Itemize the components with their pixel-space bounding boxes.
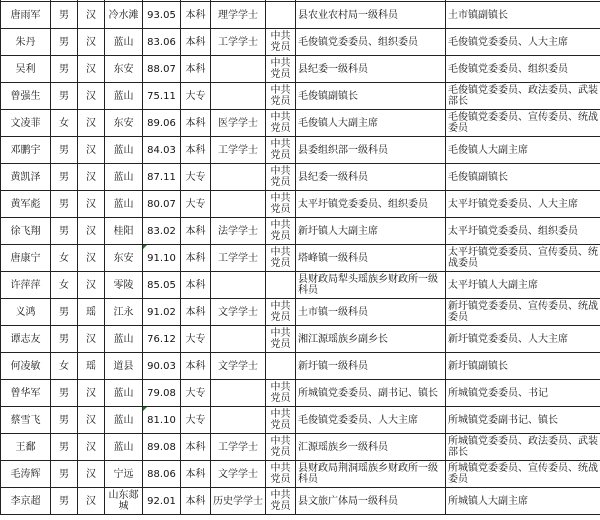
cell-degree xyxy=(211,164,266,191)
cell-degree: 工学学士 xyxy=(211,29,266,56)
cell-ethnicity: 汉 xyxy=(78,56,105,83)
cell-name: 唐康宁 xyxy=(1,245,51,272)
table-row xyxy=(1,353,600,380)
cell-name: 黄凯泽 xyxy=(1,164,51,191)
cell-party: 中共党员 xyxy=(266,461,296,488)
table-row xyxy=(1,245,600,272)
cell-gender: 男 xyxy=(51,407,78,434)
cell-party: 中共党员 xyxy=(266,326,296,353)
cell-birthplace: 蓝山 xyxy=(105,407,143,434)
cell-former-post: 毛俊镇党委委员、组织委员 xyxy=(296,29,446,56)
cell-current-post: 毛俊镇人大副主席 xyxy=(446,137,600,164)
cell-education: 本科 xyxy=(181,56,211,83)
cell-current-post: 新圩镇党委委员、宣传委员、统战委员 xyxy=(446,299,600,326)
cell-party: 中共党员 xyxy=(266,191,296,218)
cell-name: 徐飞翔 xyxy=(1,218,51,245)
cell-education: 本科 xyxy=(181,29,211,56)
cell-degree xyxy=(211,56,266,83)
table-row xyxy=(1,164,600,191)
cell-degree: 工学学士 xyxy=(211,137,266,164)
cell-former-post: 毛俊镇党委委员、人大主席 xyxy=(296,407,446,434)
cell-ethnicity: 汉 xyxy=(78,380,105,407)
cell-party: 中共党员 xyxy=(266,56,296,83)
cell-former-post: 县纪委一级科员 xyxy=(296,56,446,83)
cell-education: 大专 xyxy=(181,326,211,353)
table-row xyxy=(1,488,600,515)
cell-education: 大专 xyxy=(181,380,211,407)
cell-name: 李京超 xyxy=(1,488,51,515)
cell-current-post: 太平圩镇人大副主席 xyxy=(446,272,600,299)
cell-party: 中共党员 xyxy=(266,29,296,56)
cell-degree: 工学学士 xyxy=(211,245,266,272)
cell-party: 中共党员 xyxy=(266,110,296,137)
table-row xyxy=(1,56,600,83)
cell-party xyxy=(266,2,296,29)
cell-degree xyxy=(211,380,266,407)
cell-ethnicity: 瑶 xyxy=(78,299,105,326)
cell-education: 本科 xyxy=(181,110,211,137)
table-row xyxy=(1,326,600,353)
cell-degree xyxy=(211,191,266,218)
cell-party: 中共党员 xyxy=(266,299,296,326)
cell-birthplace: 蓝山 xyxy=(105,29,143,56)
cell-party xyxy=(266,272,296,299)
cell-education: 本科 xyxy=(181,488,211,515)
cell-current-post: 所城镇人大副主席 xyxy=(446,488,600,515)
cell-name: 曾华军 xyxy=(1,380,51,407)
table-row xyxy=(1,137,600,164)
cell-party: 中共党员 xyxy=(266,245,296,272)
cell-party xyxy=(266,353,296,380)
cell-gender: 男 xyxy=(51,488,78,515)
cell-ethnicity: 汉 xyxy=(78,488,105,515)
cell-former-post: 县财政局荆洞瑶族乡财政所一级科员 xyxy=(296,461,446,488)
cell-party: 中共党员 xyxy=(266,83,296,110)
cell-party: 中共党员 xyxy=(266,164,296,191)
cell-degree xyxy=(211,326,266,353)
cell-former-post: 县纪委一级科员 xyxy=(296,164,446,191)
cell-gender: 女 xyxy=(51,272,78,299)
table-row xyxy=(1,407,600,434)
cell-degree: 理学学士 xyxy=(211,2,266,29)
cell-birth: 88.06 xyxy=(143,461,181,488)
cell-education: 大专 xyxy=(181,407,211,434)
cell-birth: 75.11 xyxy=(143,83,181,110)
cell-birthplace: 道县 xyxy=(105,353,143,380)
cell-education: 本科 xyxy=(181,461,211,488)
cell-birth: 88.07 xyxy=(143,56,181,83)
cell-gender: 男 xyxy=(51,326,78,353)
table-row xyxy=(1,434,600,461)
cell-party: 中共党员 xyxy=(266,380,296,407)
cell-name: 谭志友 xyxy=(1,326,51,353)
cell-current-post: 所城镇党委委员、书记 xyxy=(446,380,600,407)
cell-degree: 工学学士 xyxy=(211,434,266,461)
table-row xyxy=(1,191,600,218)
cell-current-post: 所城镇党委委员、政法委员、武装部长 xyxy=(446,434,600,461)
cell-degree: 文学学士 xyxy=(211,353,266,380)
cell-birth: 89.06 xyxy=(143,110,181,137)
cell-birthplace: 冷水滩 xyxy=(105,2,143,29)
cell-ethnicity: 汉 xyxy=(78,110,105,137)
cell-birthplace: 东安 xyxy=(105,56,143,83)
cell-party: 中共党员 xyxy=(266,218,296,245)
cell-gender: 男 xyxy=(51,56,78,83)
table-row xyxy=(1,29,600,56)
cell-current-post: 新圩镇党委委员、人大主席 xyxy=(446,326,600,353)
cell-ethnicity: 汉 xyxy=(78,218,105,245)
cell-name: 黄军彪 xyxy=(1,191,51,218)
cell-degree: 历史学学士 xyxy=(211,488,266,515)
cell-former-post: 土市镇一级科员 xyxy=(296,299,446,326)
cell-former-post: 塔峰镇一级科员 xyxy=(296,245,446,272)
cell-birthplace: 江永 xyxy=(105,299,143,326)
cell-birth: 79.08 xyxy=(143,380,181,407)
cell-gender: 男 xyxy=(51,29,78,56)
cell-name: 毛涛辉 xyxy=(1,461,51,488)
cell-ethnicity: 汉 xyxy=(78,434,105,461)
cell-education: 本科 xyxy=(181,218,211,245)
cell-former-post: 毛俊镇副镇长 xyxy=(296,83,446,110)
cell-birthplace: 蓝山 xyxy=(105,83,143,110)
cell-name: 吴利 xyxy=(1,56,51,83)
cell-ethnicity: 汉 xyxy=(78,461,105,488)
cell-gender: 男 xyxy=(51,461,78,488)
cell-current-post: 所城镇党委委员、宣传委员、统战委员 xyxy=(446,461,600,488)
table-row xyxy=(1,380,600,407)
cell-ethnicity: 汉 xyxy=(78,272,105,299)
cell-birthplace: 蓝山 xyxy=(105,380,143,407)
cell-current-post: 毛俊镇党委委员、政法委员、武装部长 xyxy=(446,83,600,110)
cell-current-post: 太平圩镇党委委员、宣传委员、统战委员 xyxy=(446,245,600,272)
cell-education: 本科 xyxy=(181,434,211,461)
cell-ethnicity: 瑶 xyxy=(78,353,105,380)
cell-current-post: 毛俊镇党委委员、宣传委员、统战委员 xyxy=(446,110,600,137)
cell-birth: 76.12 xyxy=(143,326,181,353)
cell-ethnicity: 汉 xyxy=(78,164,105,191)
cell-degree: 文学学士 xyxy=(211,299,266,326)
cell-birth: 84.03 xyxy=(143,137,181,164)
table-row xyxy=(1,461,600,488)
cell-name: 曾强生 xyxy=(1,83,51,110)
cell-birth: 90.03 xyxy=(143,353,181,380)
cell-gender: 男 xyxy=(51,299,78,326)
cell-gender: 男 xyxy=(51,218,78,245)
cell-birthplace: 蓝山 xyxy=(105,137,143,164)
cell-birth: 92.01 xyxy=(143,488,181,515)
cell-gender: 男 xyxy=(51,380,78,407)
cell-birth: 87.11 xyxy=(143,164,181,191)
cell-education: 大专 xyxy=(181,83,211,110)
cell-former-post: 县财政局犁头瑶族乡财政所一级科员 xyxy=(296,272,446,299)
cell-degree xyxy=(211,407,266,434)
cell-former-post: 新圩镇一级科员 xyxy=(296,353,446,380)
cell-party: 中共党员 xyxy=(266,137,296,164)
cell-name: 王鄱 xyxy=(1,434,51,461)
cell-birth: 80.07 xyxy=(143,191,181,218)
cell-degree: 医学学士 xyxy=(211,110,266,137)
cell-ethnicity: 汉 xyxy=(78,326,105,353)
cell-birthplace: 东安 xyxy=(105,110,143,137)
cell-current-post: 土市镇副镇长 xyxy=(446,2,600,29)
cell-degree: 法学学士 xyxy=(211,218,266,245)
cell-current-post: 新圩镇副镇长 xyxy=(446,353,600,380)
cell-birthplace: 蓝山 xyxy=(105,326,143,353)
cell-name: 义鸿 xyxy=(1,299,51,326)
cell-current-post: 毛俊镇党委委员、人大主席 xyxy=(446,29,600,56)
cell-gender: 女 xyxy=(51,110,78,137)
cell-name: 何凌敏 xyxy=(1,353,51,380)
cell-birth: 85.05 xyxy=(143,272,181,299)
cell-birthplace: 东安 xyxy=(105,245,143,272)
cell-degree: 文学学士 xyxy=(211,461,266,488)
cell-education: 本科 xyxy=(181,353,211,380)
cell-name: 朱丹 xyxy=(1,29,51,56)
cell-party: 中共党员 xyxy=(266,488,296,515)
cell-birth: 81.10 xyxy=(143,407,181,434)
cell-gender: 男 xyxy=(51,83,78,110)
cell-former-post: 县文旅广体局一级科员 xyxy=(296,488,446,515)
cell-education: 本科 xyxy=(181,245,211,272)
cell-gender: 男 xyxy=(51,2,78,29)
cell-former-post: 所城镇党委委员、副书记、镇长 xyxy=(296,380,446,407)
cell-birth: 93.05 xyxy=(143,2,181,29)
cell-former-post: 毛俊镇人大副主席 xyxy=(296,110,446,137)
cell-birthplace: 山东郯城 xyxy=(105,488,143,515)
table-row xyxy=(1,299,600,326)
cell-name: 文凌菲 xyxy=(1,110,51,137)
table-row xyxy=(1,218,600,245)
cell-birthplace: 桂阳 xyxy=(105,218,143,245)
cell-gender: 男 xyxy=(51,137,78,164)
cell-education: 本科 xyxy=(181,2,211,29)
cell-name: 许萍萍 xyxy=(1,272,51,299)
table-row xyxy=(1,272,600,299)
cell-current-post: 毛俊镇党委委员、组织委员 xyxy=(446,56,600,83)
cell-former-post: 太平圩镇党委委员、组织委员 xyxy=(296,191,446,218)
table-row xyxy=(1,2,600,29)
cell-education: 本科 xyxy=(181,137,211,164)
cell-gender: 男 xyxy=(51,164,78,191)
cell-degree xyxy=(211,83,266,110)
cell-current-post: 毛俊镇副镇长 xyxy=(446,164,600,191)
cell-ethnicity: 汉 xyxy=(78,83,105,110)
cell-current-post: 所城镇党委副书记、镇长 xyxy=(446,407,600,434)
cell-gender: 女 xyxy=(51,353,78,380)
cell-gender: 女 xyxy=(51,245,78,272)
cell-birthplace: 蓝山 xyxy=(105,434,143,461)
cell-ethnicity: 汉 xyxy=(78,2,105,29)
cell-name: 邓鹏宇 xyxy=(1,137,51,164)
table-row xyxy=(1,83,600,110)
cell-birthplace: 蓝山 xyxy=(105,164,143,191)
cell-birth: 91.10 xyxy=(143,245,181,272)
cell-birth: 89.08 xyxy=(143,434,181,461)
cell-birthplace: 零陵 xyxy=(105,272,143,299)
cell-birth: 83.02 xyxy=(143,218,181,245)
cell-birthplace: 蓝山 xyxy=(105,191,143,218)
cell-name: 蔡雪飞 xyxy=(1,407,51,434)
cell-education: 本科 xyxy=(181,272,211,299)
cell-birthplace: 宁远 xyxy=(105,461,143,488)
cell-party: 中共党员 xyxy=(266,407,296,434)
cell-birth: 83.06 xyxy=(143,29,181,56)
cell-former-post: 新圩镇人大副主席 xyxy=(296,218,446,245)
cell-ethnicity: 汉 xyxy=(78,407,105,434)
cell-former-post: 湘江源瑶族乡副乡长 xyxy=(296,326,446,353)
cell-ethnicity: 汉 xyxy=(78,29,105,56)
cell-name: 唐雨军 xyxy=(1,2,51,29)
cell-former-post: 汇源瑶族乡一级科员 xyxy=(296,434,446,461)
cell-gender: 男 xyxy=(51,191,78,218)
cell-gender: 男 xyxy=(51,434,78,461)
cell-ethnicity: 汉 xyxy=(78,137,105,164)
cell-degree xyxy=(211,272,266,299)
cell-education: 本科 xyxy=(181,299,211,326)
cell-former-post: 县委组织部一级科员 xyxy=(296,137,446,164)
cell-ethnicity: 汉 xyxy=(78,191,105,218)
cell-party: 中共党员 xyxy=(266,434,296,461)
cell-education: 大专 xyxy=(181,191,211,218)
table-row xyxy=(1,110,600,137)
cell-education: 大专 xyxy=(181,164,211,191)
cell-current-post: 太平圩镇党委委员、组织委员 xyxy=(446,218,600,245)
cell-current-post: 太平圩镇党委委员、人大主席 xyxy=(446,191,600,218)
cell-ethnicity: 汉 xyxy=(78,245,105,272)
cell-birth: 91.02 xyxy=(143,299,181,326)
cell-former-post: 县农业农村局一级科员 xyxy=(296,2,446,29)
